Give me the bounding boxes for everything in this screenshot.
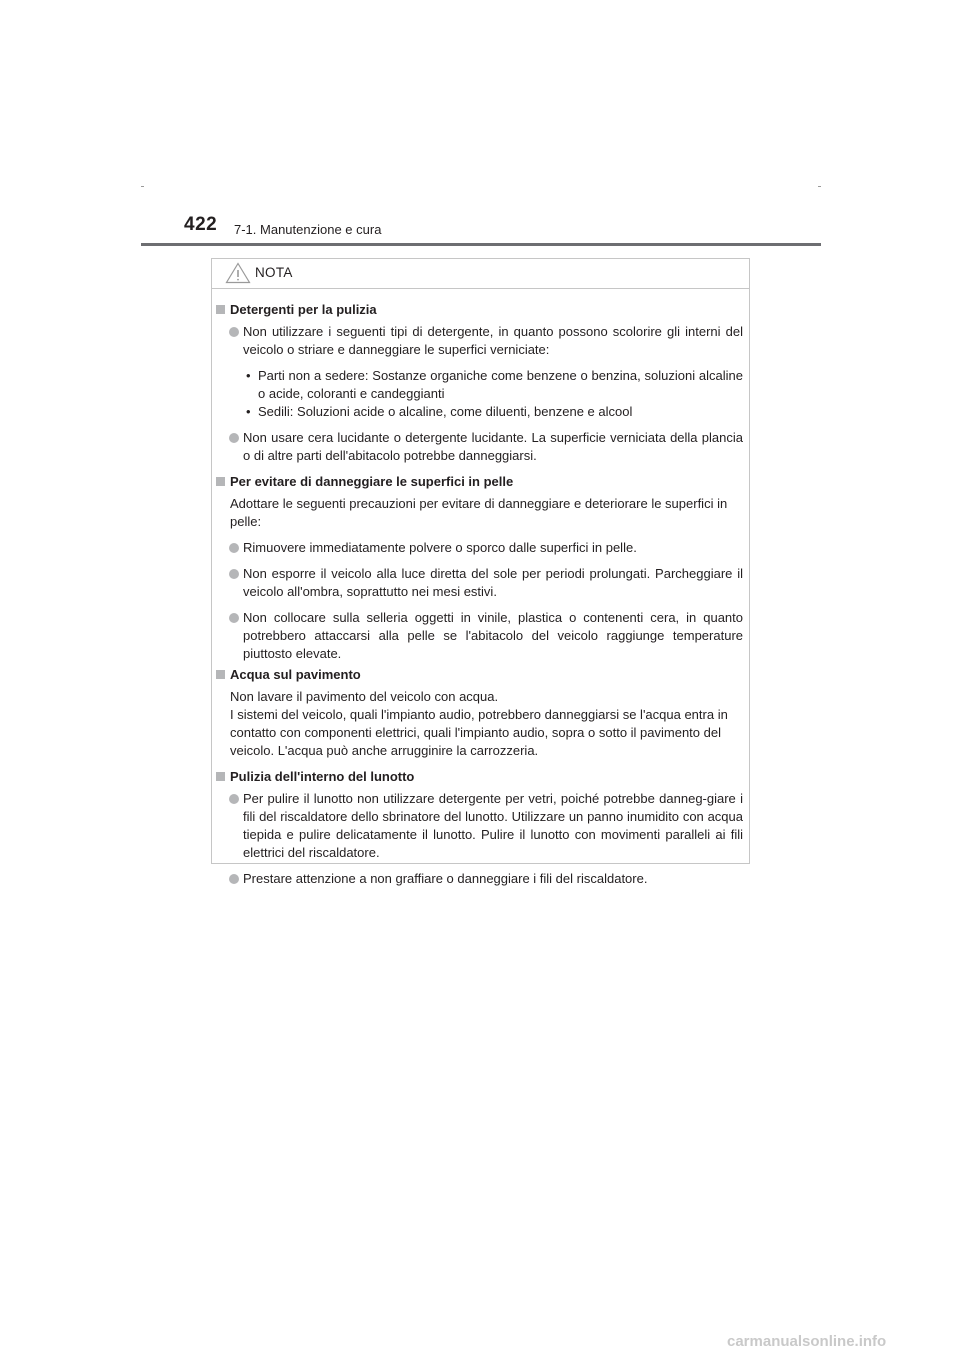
circle-bullet-icon [229,569,239,579]
bullet-item [216,429,743,465]
bullet-item [216,323,743,359]
crop-mark-right [818,186,821,187]
section-heading [216,473,743,491]
sub-bullet-mark: • [246,404,251,419]
heading-text: Acqua sul pavimento [230,667,361,682]
heading-text: Detergenti per la pulizia [230,302,377,317]
warning-triangle-icon [225,262,251,284]
sub-item [216,367,743,403]
sub-bullet-mark: • [246,368,251,383]
sub-item [216,403,743,421]
note-body [212,289,749,888]
paragraph: Non lavare il pavimento del veicolo con acqua. [230,689,499,704]
header-rule [141,243,821,246]
circle-bullet-icon [229,543,239,553]
square-bullet-icon [216,305,225,314]
bullet-item [216,790,743,862]
bullet-text: Non usare cera lucidante o detergente lucidante. La superficie verniciata della plancia o di altre parti dell'abitacolo potrebbe danneggiarsi. [243,430,743,463]
square-bullet-icon [216,772,225,781]
circle-bullet-icon [229,794,239,804]
paragraph: I sistemi del veicolo, quali l'impianto audio, potrebbero danneggiarsi se l'acqua entra in contatto con componenti elettrici, quali l'impianto audio, sopra o sotto il pavimento del veicolo. L'acqua può anche arrugginire la carrozzeria. [230,707,728,758]
heading-text: Pulizia dell'interno del lunotto [230,769,415,784]
note-label: NOTA [255,265,293,280]
bullet-item [216,609,743,663]
circle-bullet-icon [229,327,239,337]
square-bullet-icon [216,477,225,486]
circle-bullet-icon [229,874,239,884]
note-header [212,259,749,289]
bullet-text: Non esporre il veicolo alla luce diretta del sole per periodi prolungati. Parcheggiare il veicolo all'ombra, soprattutto nei mesi estivi. [243,566,743,599]
sub-text: Parti non a sedere: Sostanze organiche come benzene o benzina, soluzioni alcaline o acide, coloranti e candeggianti [258,368,743,401]
watermark: carmanualsonline.info [727,1333,887,1350]
bullet-text: Prestare attenzione a non graffiare o danneggiare i fili del riscaldatore. [243,871,648,886]
section-heading [216,666,743,684]
section-heading [216,768,743,786]
crop-mark-left [141,186,144,187]
bullet-text: Per pulire il lunotto non utilizzare detergente per vetri, poiché potrebbe danneg-giare i fili del riscaldatore dello sbrinatore del lunotto. Utilizzare un panno inumidito con acqua tiepida e pulire delicatamente il lunotto. Pulire il lunotto con movimenti paralleli ai fili elettrici del riscaldatore. [243,791,743,860]
circle-bullet-icon [229,613,239,623]
circle-bullet-icon [229,433,239,443]
page-number: 422 [184,214,218,235]
bullet-text: Non collocare sulla selleria oggetti in vinile, plastica o contenenti cera, in quanto potrebbero attaccarsi alla pelle se l'abitacolo del veicolo raggiunge temperature piuttosto elevate. [243,610,743,661]
sub-text: Sedili: Soluzioni acide o alcaline, come diluenti, benzene e alcool [258,404,633,419]
bullet-item [216,870,743,888]
section-heading [216,301,743,319]
bullet-item [216,565,743,601]
heading-text: Per evitare di danneggiare le superfici in pelle [230,474,514,489]
bullet-text: Non utilizzare i seguenti tipi di detergente, in quanto possono scolorire gli interni del veicolo o striare e danneggiare le superfici verniciate: [243,324,743,357]
square-bullet-icon [216,670,225,679]
note-box [211,258,750,886]
bullet-text: Rimuovere immediatamente polvere o sporco dalle superfici in pelle. [243,540,637,555]
bullet-item [216,539,743,557]
section-title: 7-1. Manutenzione e cura [234,222,382,237]
paragraph: Adottare le seguenti precauzioni per evitare di danneggiare e deteriorare le superfici in pelle: [230,496,728,529]
